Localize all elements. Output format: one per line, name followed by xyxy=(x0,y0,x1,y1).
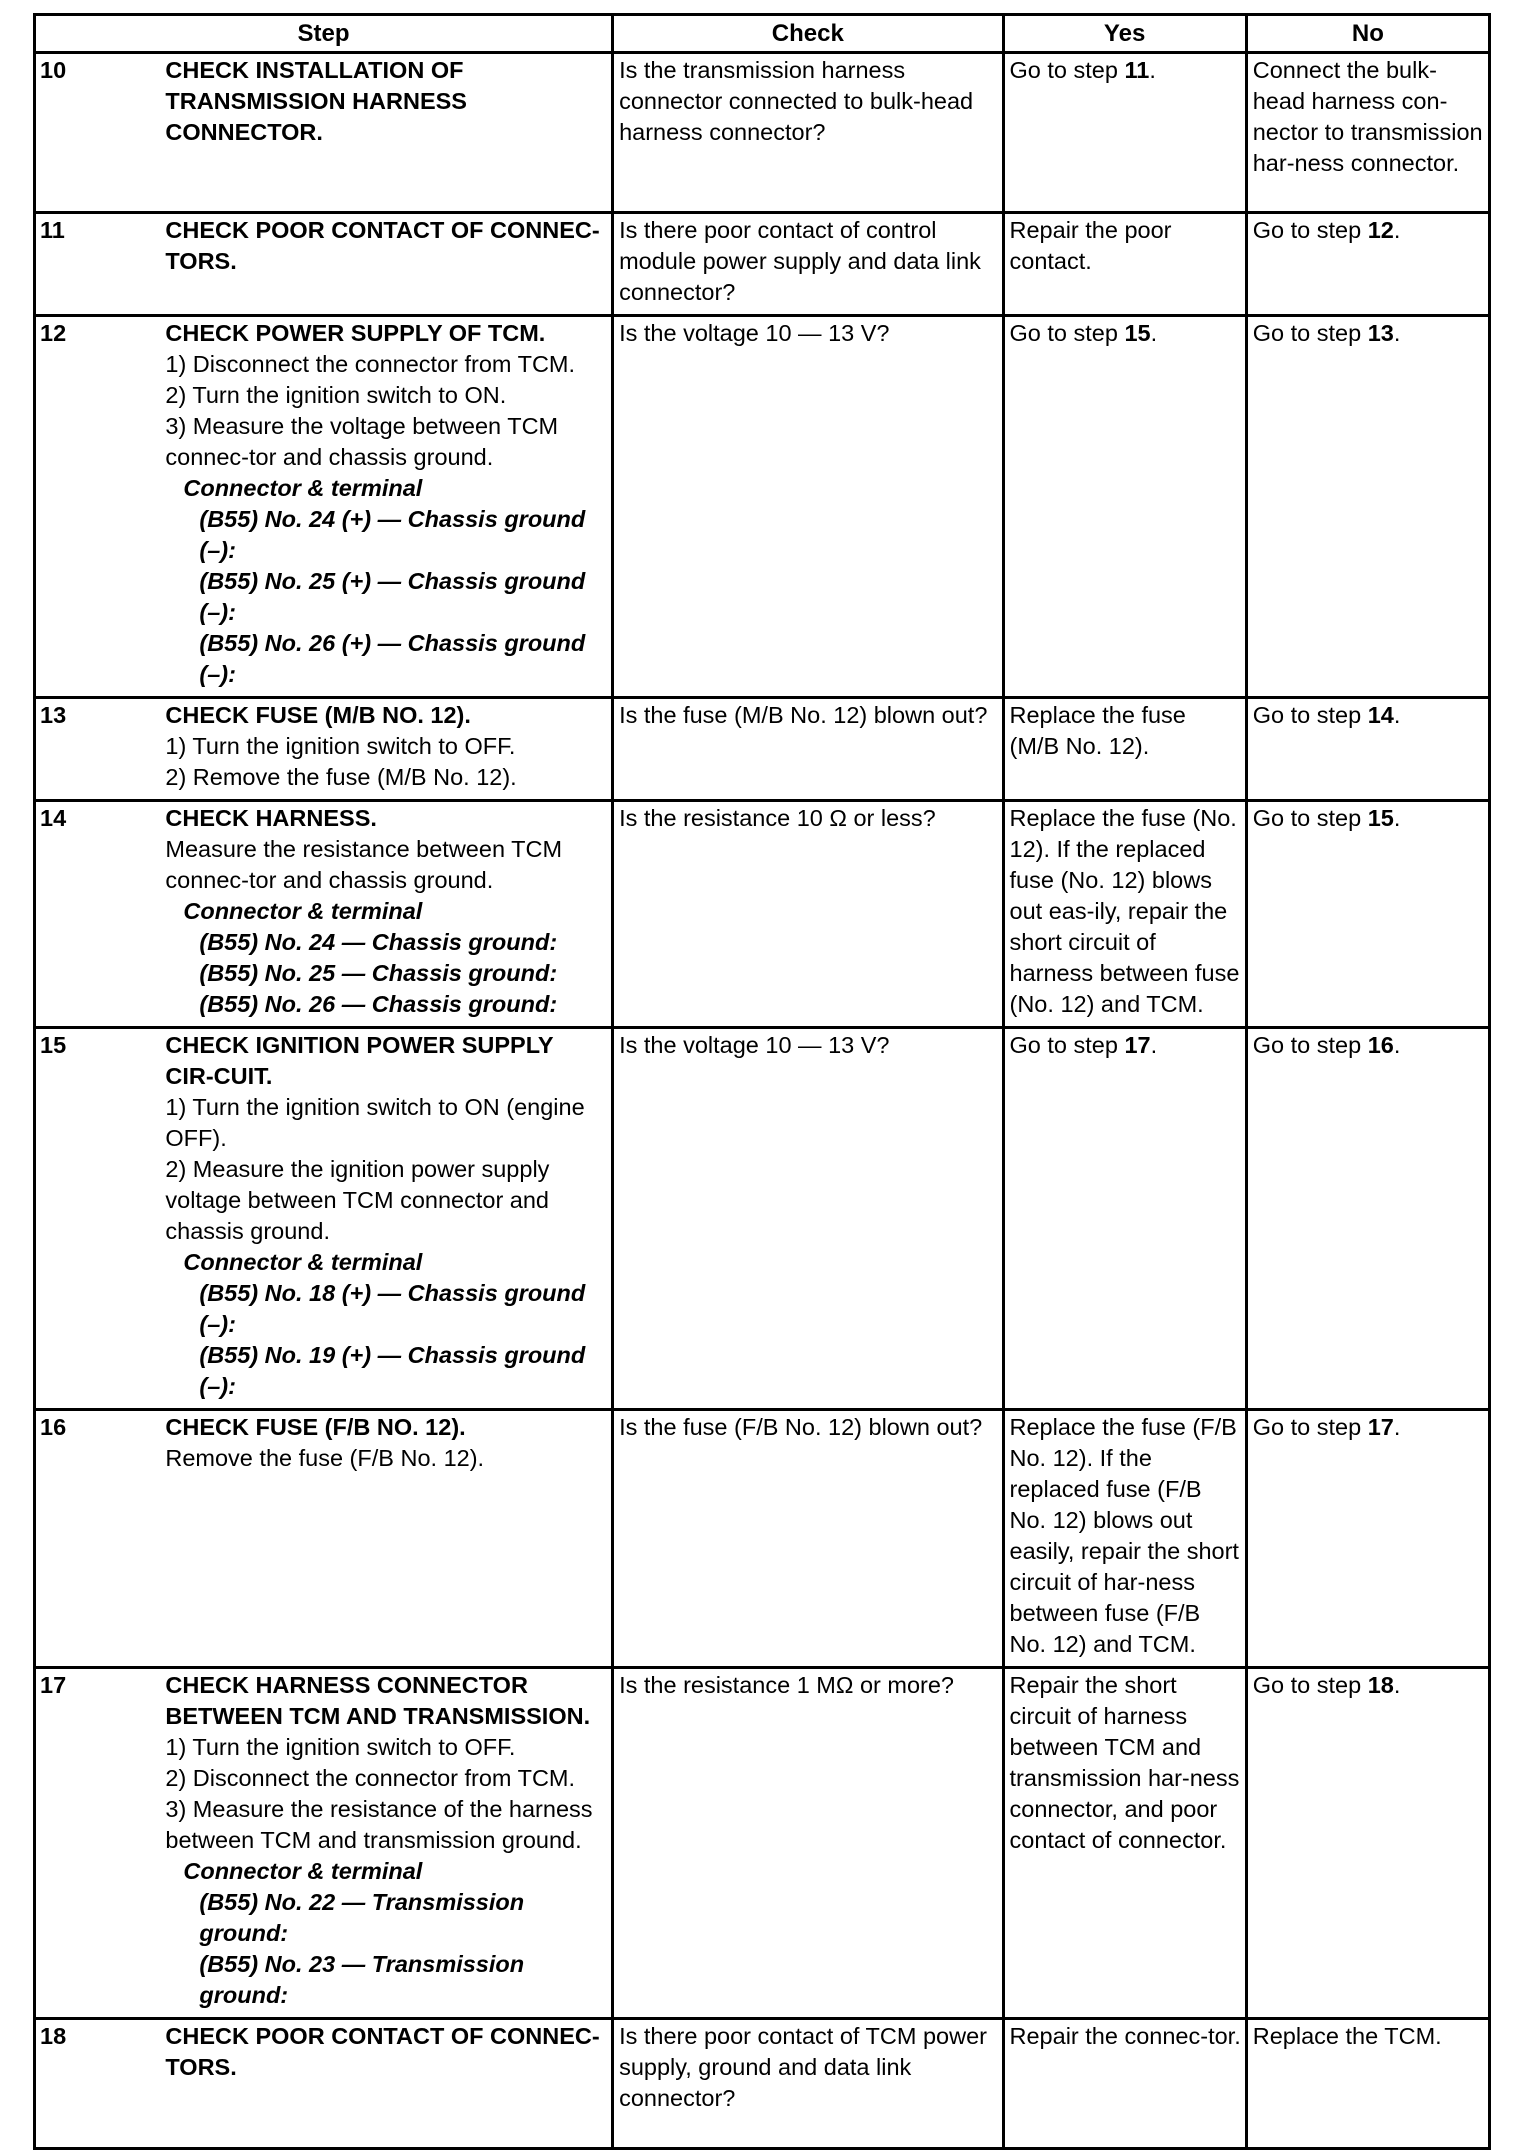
check-question: Is there poor contact of TCM power supply, ground and data link connector? xyxy=(613,2019,1003,2149)
step-description xyxy=(165,1668,612,2019)
step-title: CHECK FUSE (M/B NO. 12). xyxy=(165,702,471,728)
terminal-pin: (B55) No. 19 (+) — Chassis ground (–): xyxy=(199,1342,586,1399)
step-number: 10 xyxy=(35,53,166,213)
connector-terminal-label: Connector & terminal xyxy=(183,1858,423,1884)
terminal-pin: (B55) No. 25 (+) — Chassis ground (–): xyxy=(199,568,586,625)
no-action: Go to step 13. xyxy=(1246,316,1489,698)
terminal-pin: (B55) No. 23 — Transmission ground: xyxy=(199,1951,525,2008)
connector-terminal-label: Connector & terminal xyxy=(183,1249,423,1275)
yes-action: Replace the fuse (No. 12). If the replaced fuse (No. 12) blows out eas-ily, repair the short circuit of harness between fuse (No. 12) and TCM. xyxy=(1003,801,1246,1028)
check-question: Is the transmission harness connector connected to bulk-head harness connector? xyxy=(613,53,1003,213)
step-instruction: 2) Measure the ignition power supply voltage between TCM connector and chassis ground. xyxy=(165,1156,550,1244)
step-instruction: 2) Remove the fuse (M/B No. 12). xyxy=(165,764,517,790)
step-number: 11 xyxy=(35,213,166,316)
step-title: CHECK IGNITION POWER SUPPLY CIR-CUIT. xyxy=(165,1032,554,1089)
table-row xyxy=(35,2019,1490,2149)
step-title: CHECK POWER SUPPLY OF TCM. xyxy=(165,320,546,346)
connector-terminal-label: Connector & terminal xyxy=(183,898,423,924)
check-question: Is the voltage 10 — 13 V? xyxy=(613,316,1003,698)
step-instruction: Measure the resistance between TCM connec-tor and chassis ground. xyxy=(165,836,563,893)
no-action: Connect the bulk-head harness con-nector to transmission har-ness connector. xyxy=(1246,53,1489,213)
no-action: Go to step 17. xyxy=(1246,1410,1489,1668)
yes-action: Go to step 15. xyxy=(1003,316,1246,698)
step-title: CHECK POOR CONTACT OF CONNEC-TORS. xyxy=(165,2023,600,2080)
yes-action: Go to step 17. xyxy=(1003,1028,1246,1410)
check-question: Is the voltage 10 — 13 V? xyxy=(613,1028,1003,1410)
table-row xyxy=(35,1410,1490,1668)
check-question: Is the resistance 1 MΩ or more? xyxy=(613,1668,1003,2019)
no-action: Go to step 18. xyxy=(1246,1668,1489,2019)
step-title: CHECK HARNESS CONNECTOR BETWEEN TCM AND TRANSMISSION. xyxy=(165,1672,591,1729)
diagnostic-table xyxy=(33,13,1491,2150)
step-instruction: 1) Disconnect the connector from TCM. xyxy=(165,351,576,377)
step-number: 18 xyxy=(35,2019,166,2149)
terminal-pin: (B55) No. 24 — Chassis ground: xyxy=(199,929,558,955)
step-instruction: Remove the fuse (F/B No. 12). xyxy=(165,1445,485,1471)
yes-action: Repair the poor contact. xyxy=(1003,213,1246,316)
step-instruction: 2) Turn the ignition switch to ON. xyxy=(165,382,507,408)
header-check: Check xyxy=(613,15,1003,53)
terminal-pin: (B55) No. 18 (+) — Chassis ground (–): xyxy=(199,1280,586,1337)
no-action: Go to step 12. xyxy=(1246,213,1489,316)
step-number: 12 xyxy=(35,316,166,698)
step-instruction: 1) Turn the ignition switch to ON (engine OFF). xyxy=(165,1094,585,1151)
table-row xyxy=(35,213,1490,316)
step-description xyxy=(165,53,612,213)
no-action: Go to step 16. xyxy=(1246,1028,1489,1410)
step-description xyxy=(165,698,612,801)
check-question: Is the fuse (M/B No. 12) blown out? xyxy=(613,698,1003,801)
step-number: 13 xyxy=(35,698,166,801)
step-description xyxy=(165,1410,612,1668)
step-description xyxy=(165,801,612,1028)
header-step: Step xyxy=(35,15,613,53)
step-title: CHECK HARNESS. xyxy=(165,805,377,831)
header-row xyxy=(35,15,1490,53)
table-body xyxy=(35,53,1490,2149)
no-action: Go to step 14. xyxy=(1246,698,1489,801)
step-instruction: 2) Disconnect the connector from TCM. xyxy=(165,1765,576,1791)
terminal-pin: (B55) No. 22 — Transmission ground: xyxy=(199,1889,525,1946)
connector-terminal-label: Connector & terminal xyxy=(183,475,423,501)
table-row xyxy=(35,801,1490,1028)
step-description xyxy=(165,213,612,316)
table-row xyxy=(35,53,1490,213)
header-no: No xyxy=(1246,15,1489,53)
step-instruction: 3) Measure the voltage between TCM connec-tor and chassis ground. xyxy=(165,413,559,470)
table-row xyxy=(35,1028,1490,1410)
step-description xyxy=(165,2019,612,2149)
terminal-pin: (B55) No. 24 (+) — Chassis ground (–): xyxy=(199,506,586,563)
terminal-pin: (B55) No. 26 — Chassis ground: xyxy=(199,991,558,1017)
terminal-pin: (B55) No. 25 — Chassis ground: xyxy=(199,960,558,986)
step-instruction: 1) Turn the ignition switch to OFF. xyxy=(165,733,516,759)
terminal-pin: (B55) No. 26 (+) — Chassis ground (–): xyxy=(199,630,586,687)
step-number: 15 xyxy=(35,1028,166,1410)
yes-action: Repair the short circuit of harness between TCM and transmission har-ness connector, and poor contact of connector. xyxy=(1003,1668,1246,2019)
step-title: CHECK INSTALLATION OF TRANSMISSION HARNESS CONNECTOR. xyxy=(165,57,467,145)
check-question: Is there poor contact of control module power supply and data link connector? xyxy=(613,213,1003,316)
check-question: Is the resistance 10 Ω or less? xyxy=(613,801,1003,1028)
step-title: CHECK FUSE (F/B NO. 12). xyxy=(165,1414,466,1440)
header-yes: Yes xyxy=(1003,15,1246,53)
yes-action: Replace the fuse (M/B No. 12). xyxy=(1003,698,1246,801)
step-description xyxy=(165,1028,612,1410)
step-description xyxy=(165,316,612,698)
table-row xyxy=(35,316,1490,698)
yes-action: Replace the fuse (F/B No. 12). If the replaced fuse (F/B No. 12) blows out easily, repair the short circuit of har-ness between fuse (F/B No. 12) and TCM. xyxy=(1003,1410,1246,1668)
step-title: CHECK POOR CONTACT OF CONNEC-TORS. xyxy=(165,217,600,274)
step-number: 16 xyxy=(35,1410,166,1668)
step-instruction: 3) Measure the resistance of the harness between TCM and transmission ground. xyxy=(165,1796,593,1853)
step-instruction: 1) Turn the ignition switch to OFF. xyxy=(165,1734,516,1760)
yes-action: Repair the connec-tor. xyxy=(1003,2019,1246,2149)
step-number: 14 xyxy=(35,801,166,1028)
table-row xyxy=(35,698,1490,801)
no-action: Replace the TCM. xyxy=(1246,2019,1489,2149)
step-number: 17 xyxy=(35,1668,166,2019)
check-question: Is the fuse (F/B No. 12) blown out? xyxy=(613,1410,1003,1668)
table-row xyxy=(35,1668,1490,2019)
yes-action: Go to step 11. xyxy=(1003,53,1246,213)
no-action: Go to step 15. xyxy=(1246,801,1489,1028)
